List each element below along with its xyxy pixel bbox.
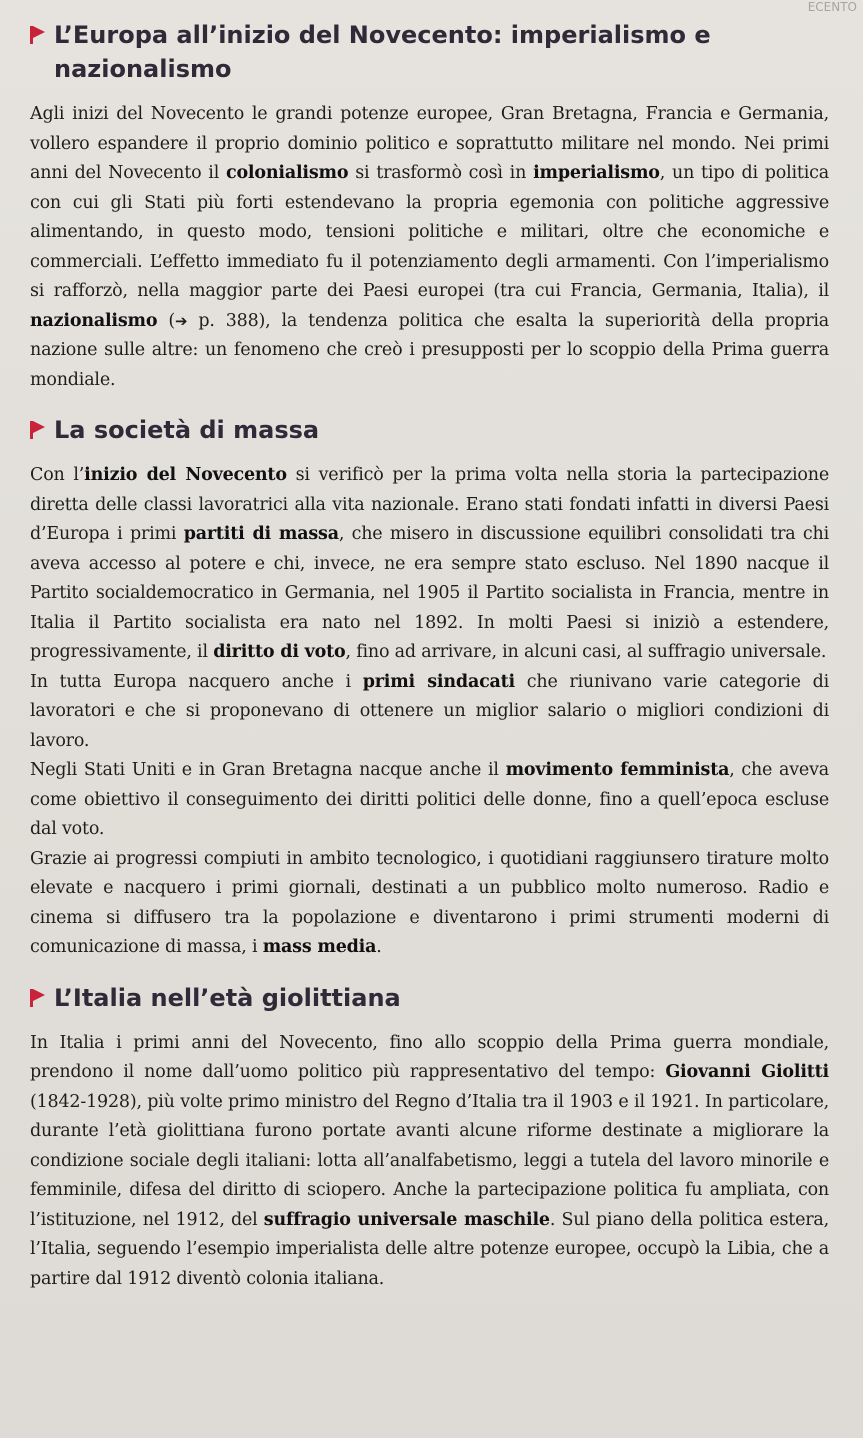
text-run: si trasformò così in bbox=[348, 163, 534, 183]
bold-term: inizio del Novecento bbox=[84, 465, 287, 485]
bold-term: primi sindacati bbox=[362, 671, 516, 692]
text-run: , fino ad arrivare, in alcuni casi, al suffragio universale. bbox=[345, 642, 827, 662]
bold-term: mass media bbox=[262, 937, 377, 957]
text-run: p. 388), la tendenza politica che esalta la superiorità della propria nazione sulle altre: un fenomeno che creò i presupposti per lo scoppio della Prima guerra mondiale. bbox=[30, 310, 829, 390]
flag-icon bbox=[30, 26, 46, 44]
text-run: che riunivano varie categorie di lavoratori e che si proponevano di ottenere un miglior salario o migliori condizioni di lavoro. bbox=[30, 671, 830, 751]
heading-text: L’Italia nell’età giolittiana bbox=[54, 983, 401, 1012]
paragraph bbox=[30, 1029, 829, 1295]
section-giolitti-era bbox=[30, 981, 829, 1295]
heading-text: La società di massa bbox=[54, 416, 320, 444]
flag-icon bbox=[30, 989, 46, 1007]
text-run: (1842-1928), più volte primo ministro del Regno d’Italia tra il 1903 e il 1921. In particolare, durante l’età giolittiana furono portate avanti alcune riforme destinate a migliorare la condizione sociale degli italiani: lotta all’analfabetismo, leggi a tutela del lavoro minorile e femminile, difesa del diritto di sciopero. Anche la partecipazione politica fu ampliata, con l’istituzione, nel 1912, del bbox=[30, 1091, 829, 1230]
bold-term: partiti di massa bbox=[183, 524, 339, 544]
bold-term: nazionalismo bbox=[30, 310, 158, 331]
text-run: In Italia i primi anni del Novecento, fino allo scoppio della Prima guerra mondiale, prendono il nome dall’uomo politico più rappresentativo del tempo: bbox=[30, 1032, 829, 1082]
flag-icon bbox=[30, 421, 46, 439]
text-run: Grazie ai progressi compiuti in ambito tecnologico, i quotidiani raggiunsero tirature molto elevate e nacquero i primi giornali, destinati a un pubblico molto numeroso. Radio e cinema si diffusero tra la popolazione e diventarono i primi strumenti moderni di comunicazione di massa, i bbox=[30, 848, 829, 957]
paragraph bbox=[30, 756, 829, 845]
section-heading bbox=[30, 981, 829, 1015]
bold-term: Giovanni Giolitti bbox=[665, 1062, 830, 1082]
text-run: si verificò per la prima volta nella storia la partecipazione diretta delle classi lavoratrici alla vita nazionale. Erano stati fondati infatti in diversi Paesi d’Europa i primi bbox=[30, 465, 829, 544]
section-mass-society bbox=[30, 413, 829, 963]
bold-term: suffragio universale maschile bbox=[263, 1209, 550, 1230]
paragraph bbox=[30, 461, 829, 668]
arrow-icon: ➔ bbox=[174, 311, 188, 330]
text-run: Negli Stati Uniti e in Gran Bretagna nacque anche il bbox=[30, 760, 506, 780]
section-imperialism bbox=[30, 18, 829, 395]
text-run: Agli inizi del Novecento le grandi potenze europee, Gran Bretagna, Francia e Germania, vollero espandere il proprio dominio politico e soprattutto militare nel mondo. Nei primi anni del Novecento il bbox=[30, 104, 829, 183]
bold-term: movimento femminista bbox=[505, 760, 730, 780]
text-run: Con l’ bbox=[30, 465, 85, 485]
heading-text: L’Europa all’inizio del Novecento: imperialismo e nazionalismo bbox=[54, 21, 711, 83]
section-heading bbox=[30, 413, 829, 447]
bold-term: imperialismo bbox=[533, 163, 660, 183]
page-header-fragment: ECENTO bbox=[807, 0, 857, 14]
bold-term: diritto di voto bbox=[213, 642, 346, 662]
text-run: , un tipo di politica con cui gli Stati più forti estendevano la propria egemonia con politiche aggressive alimentando, in questo modo, tensioni politiche e militari, oltre che economiche e commerciali. L’effetto immediato fu il potenziamento degli armamenti. Con l’imperialismo si rafforzò, nella maggior parte dei Paesi europei (tra cui Francia, Germania, Italia), il bbox=[30, 163, 829, 301]
paragraph bbox=[30, 845, 829, 963]
section-heading bbox=[30, 18, 829, 86]
text-run: , che aveva come obiettivo il conseguimento dei diritti politici delle donne, fino a quell’epoca escluse dal voto. bbox=[30, 760, 830, 839]
text-run: . Sul piano della politica estera, l’Italia, seguendo l’esempio imperialista delle altre potenze europee, occupò la Libia, che a partire dal 1912 diventò colonia italiana. bbox=[30, 1209, 829, 1289]
text-run: , che misero in discussione equilibri consolidati tra chi aveva accesso al potere e chi, invece, ne era sempre stato escluso. Nel 1890 nacque il Partito socialdemocratico in Germania, nel 1905 il Partito socialista in Francia, mentre in Italia il Partito socialista era nato nel 1892. In molti Paesi si iniziò a estendere, progressivamente, il bbox=[30, 524, 829, 662]
paragraph bbox=[30, 100, 829, 395]
paragraph bbox=[30, 668, 829, 757]
text-run: ( bbox=[157, 310, 175, 331]
text-run: In tutta Europa nacquero anche i bbox=[30, 671, 363, 692]
bold-term: colonialismo bbox=[226, 163, 349, 183]
text-run: . bbox=[376, 937, 382, 957]
